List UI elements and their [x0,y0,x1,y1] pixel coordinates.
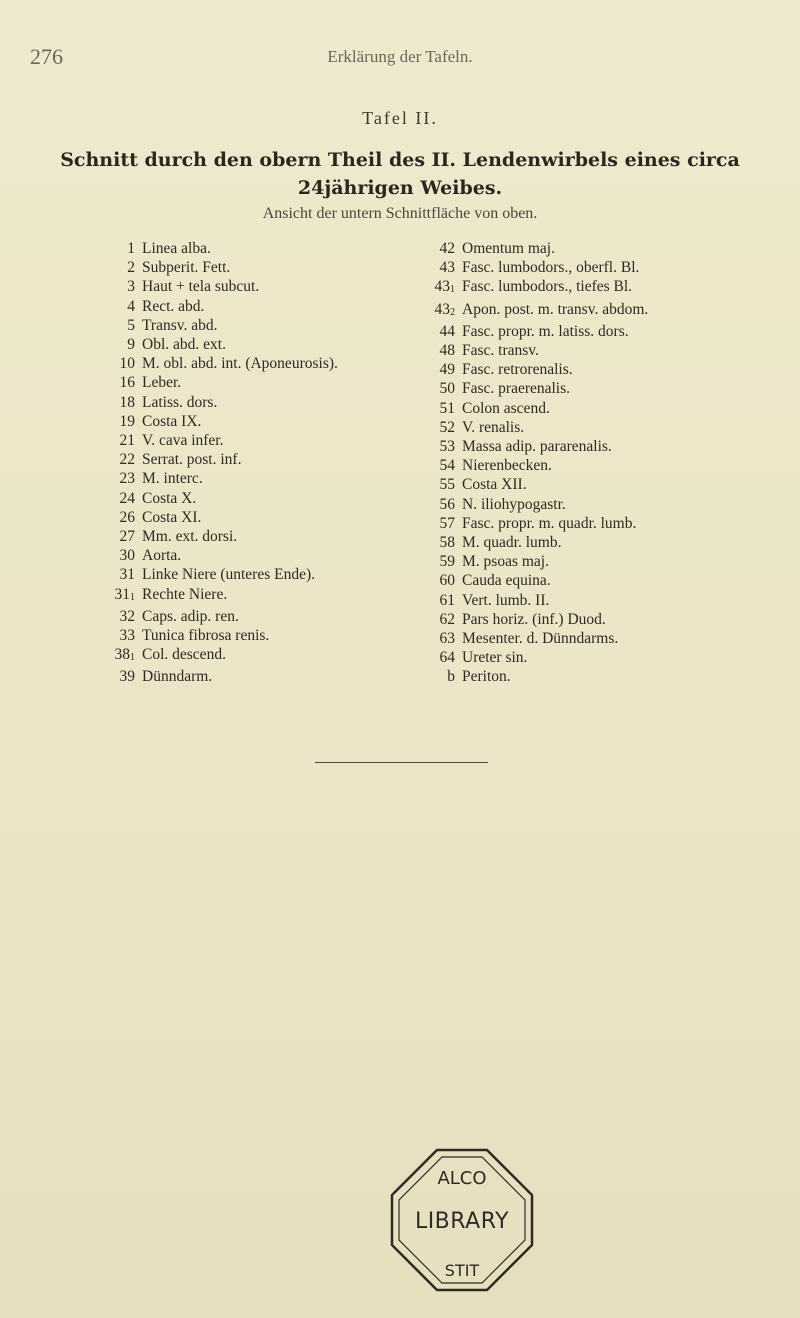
legend-label: Fasc. praerenalis. [462,380,571,398]
legend-number: 31 [119,566,135,584]
legend-number: 21 [119,432,135,450]
legend-left-column [110,239,338,687]
legend-entry [430,258,648,277]
legend-number: $38_1$ [114,646,135,664]
legend-entry [110,607,338,626]
legend-label: Rechte Niere. [142,585,228,603]
legend-entry [430,437,648,456]
legend-number: 33 [119,627,135,645]
legend-label: N. iliohypogastr. [462,495,566,513]
legend-label: Linke Niere (unteres Ende). [142,566,316,584]
plate-title: Tafel II. [362,108,438,128]
legend-entry [110,645,338,667]
legend-entry [430,533,648,552]
legend-number: 2 [127,259,135,277]
section-divider [315,762,488,763]
legend-number: 54 [439,457,455,475]
legend-number: 9 [127,336,135,354]
legend-number: 56 [439,495,455,513]
legend-entry [430,495,648,514]
legend-entry [110,258,338,277]
stamp-label: LIBRARY [414,1209,510,1234]
legend-label: Nierenbecken. [462,457,552,475]
legend-number: 49 [439,361,455,379]
plate-heading [0,146,800,202]
legend-label: Subperit. Fett. [142,259,231,277]
legend-entry [110,393,338,412]
legend-number: 43 [439,259,455,277]
legend-number: 19 [119,412,135,430]
plate-heading-line1: Schnitt durch den obern Theil des II. Lendenwirbels eines circa [60,149,740,171]
legend-label: Pars horiz. (inf.) Duod. [462,610,606,628]
plate-subheading: Ansicht der untern Schnittfläche von oben. [262,205,538,222]
legend-label: Fasc. transv. [462,342,539,360]
legend-number: $43_2$ [434,300,455,318]
legend-label: Tunica fibrosa renis. [142,627,270,645]
legend-entry [430,322,648,341]
legend-number: 51 [439,399,455,417]
legend-label: Apon. post. m. transv. abdom. [462,300,649,318]
legend-label: Fasc. lumbodors., oberfl. Bl. [462,259,640,277]
legend-label: Serrat. post. inf. [142,451,242,469]
legend-number: 32 [119,607,135,625]
legend-label: Costa IX. [142,412,202,430]
legend-entry [110,508,338,527]
legend-number: 55 [439,476,455,494]
legend-label: Mesenter. d. Dünndarms. [462,630,619,648]
legend-number: 3 [127,278,135,296]
legend-number: $43_1$ [434,278,455,296]
legend-label: Aorta. [142,547,182,565]
plate-heading-line2: 24jährigen Weibes. [297,177,503,199]
library-stamp [382,1140,542,1300]
legend-entry [110,469,338,488]
legend-entry [110,297,338,316]
legend-number: 62 [439,610,455,628]
legend-number: 64 [439,649,455,667]
legend-entry [110,546,338,565]
legend-entry [110,450,338,469]
legend-entry [110,373,338,392]
legend-number: 44 [439,322,455,340]
legend-number: 57 [439,514,455,532]
legend-entry [430,475,648,494]
legend-entry [110,412,338,431]
legend-number-subscript: 1 [130,591,135,603]
page-number: 276 [30,44,63,69]
legend-entry [110,527,338,546]
legend-entry [430,571,648,590]
legend-entry [110,626,338,645]
legend-label: Leber. [142,374,182,392]
legend-number: 48 [439,342,455,360]
stamp-top-text: ALCO [437,1168,487,1189]
legend-number: 59 [439,553,455,571]
legend-number-subscript: 1 [450,284,455,296]
legend-entry [430,648,648,667]
legend-entry [110,489,338,508]
legend-number: 50 [439,380,455,398]
legend-label: M. obl. abd. int. (Aponeurosis). [142,355,338,373]
legend-label: Transv. abd. [142,316,218,334]
legend-number: 63 [439,630,455,648]
legend-number: 27 [119,528,135,546]
legend-label: Col. descend. [142,646,226,664]
legend-number: 4 [127,297,135,315]
legend-entry [110,335,338,354]
legend-entry [430,552,648,571]
legend-label: Omentum maj. [462,240,555,257]
legend-entry [430,456,648,475]
legend-entry [430,360,648,379]
legend-entry [430,379,648,398]
legend-entry [430,514,648,533]
legend-label: Massa adip. pararenalis. [462,438,612,456]
legend-label: Obl. abd. ext. [142,336,226,354]
legend-label: Fasc. propr. m. latiss. dors. [462,322,629,340]
legend-number: 10 [119,355,135,373]
legend-number: 30 [119,547,135,565]
legend-label: Periton. [462,668,511,686]
legend-label: Caps. adip. ren. [142,607,239,625]
legend-label: Colon ascend. [462,399,550,417]
legend-entry [430,239,648,258]
legend-right-column [430,239,648,687]
legend-label: Dünndarm. [142,668,213,686]
legend-label: Latiss. dors. [142,393,218,411]
legend-number-subscript: 1 [130,652,135,664]
stamp-bottom-text: STIT [444,1261,480,1280]
legend-label: M. interc. [142,470,203,488]
legend-number: 23 [119,470,135,488]
legend-number: $31_1$ [114,585,135,603]
legend-number: 60 [439,572,455,590]
legend-entry [110,585,338,607]
legend-label: Vert. lumb. II. [462,591,550,609]
legend-label: Costa XI. [142,508,202,526]
legend-label: Fasc. retrorenalis. [462,361,573,379]
legend-entry [430,418,648,437]
legend-label: Fasc. propr. m. quadr. lumb. [462,514,637,532]
legend-entry [110,354,338,373]
legend-label: Costa XII. [462,476,527,494]
legend-entry [430,341,648,360]
legend-entry [110,277,338,296]
running-head [0,44,800,74]
legend-label: Cauda equina. [462,572,551,590]
legend-entry [430,591,648,610]
legend-number: 42 [439,240,455,257]
legend-label: Rect. abd. [142,297,205,315]
legend-label: Fasc. lumbodors., tiefes Bl. [462,278,633,296]
legend-label: M. quadr. lumb. [462,534,562,552]
legend-number: 26 [119,508,135,526]
legend-entry [110,239,338,258]
legend-number: 24 [119,489,135,507]
legend-label: V. renalis. [462,418,525,436]
legend-entry [430,610,648,629]
legend-label: Ureter sin. [462,649,528,667]
legend-entry [430,277,648,299]
legend-number: 52 [439,418,455,436]
legend-entry [110,667,338,686]
legend-number: 5 [127,316,135,334]
legend-label: M. psoas maj. [462,553,549,571]
legend-entry [430,300,648,322]
legend-number: 16 [119,374,135,392]
legend-number: 39 [119,668,135,686]
legend-number: 53 [439,438,455,456]
legend-number: 18 [119,393,135,411]
legend-label: Haut + tela subcut. [142,278,260,296]
legend-number: 58 [439,534,455,552]
running-title: Erklärung der Tafeln. [327,47,473,66]
legend-label: Mm. ext. dorsi. [142,528,238,546]
legend-entry [110,316,338,335]
legend-number: 1 [127,240,135,257]
legend-number: b [447,668,455,686]
legend-label: Costa X. [142,489,197,507]
legend-entry [430,399,648,418]
legend-entry [110,431,338,450]
legend-number-subscript: 2 [450,306,455,318]
legend-number: 61 [439,591,455,609]
legend-entry [430,667,648,686]
legend-label: Linea alba. [142,240,211,257]
legend-number: 22 [119,451,135,469]
legend-entry [430,629,648,648]
legend-entry [110,565,338,584]
legend-label: V. cava infer. [142,432,224,450]
